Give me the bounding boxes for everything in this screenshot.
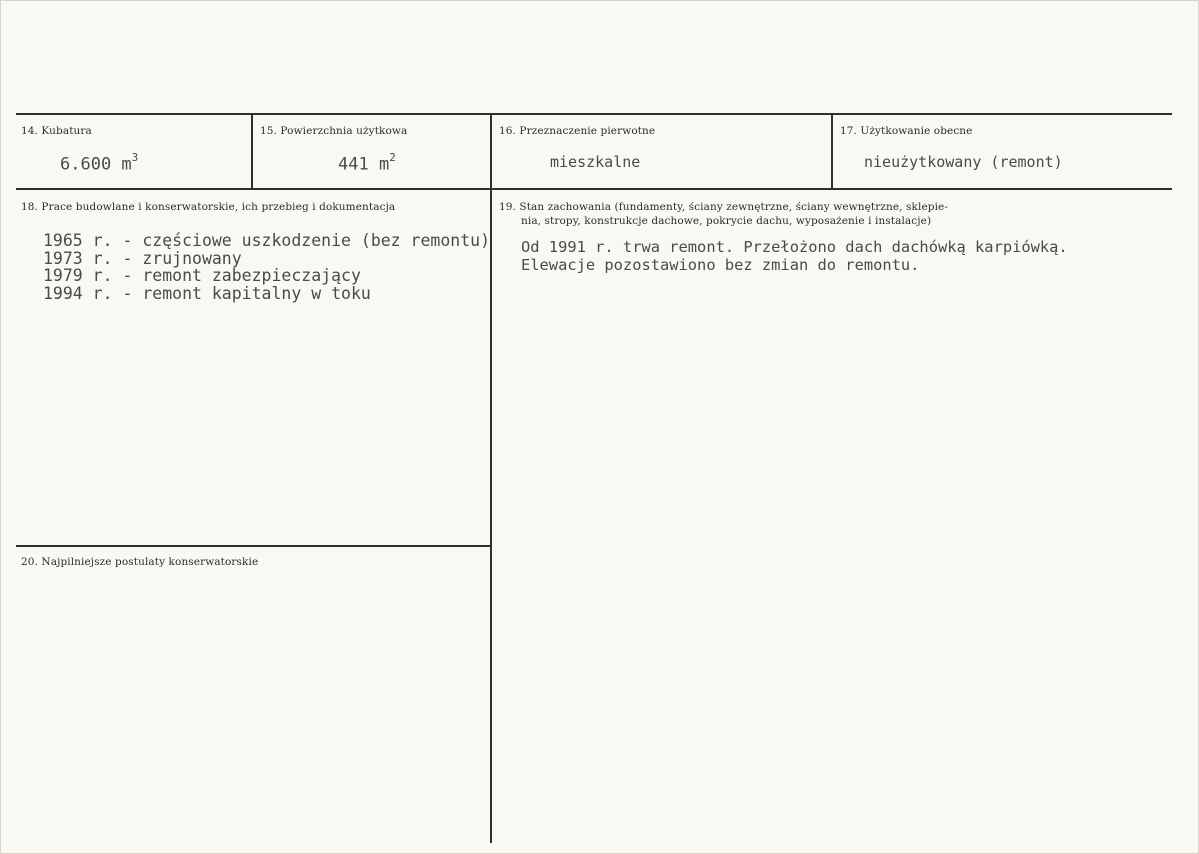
field-19-entries xyxy=(521,238,1068,274)
field-18-entry: 1979 r. - remont zabezpieczający xyxy=(43,266,361,285)
field-16-label: 16. Przeznaczenie pierwotne xyxy=(499,125,656,137)
col-divider-2 xyxy=(490,115,492,843)
col-divider-3 xyxy=(831,115,833,189)
field-18-label: 18. Prace budowlane i konserwatorskie, ich przebieg i dokumentacja xyxy=(21,201,396,213)
row-divider xyxy=(16,188,1172,190)
field-18-entry: 1994 r. - remont kapitalny w toku xyxy=(43,283,371,303)
field-19-line: Elewacje pozostawiono bez zmian do remontu. xyxy=(521,256,920,274)
field-18-entry: 1973 r. - zrujnowany xyxy=(43,248,242,268)
field-15-label: 15. Powierzchnia użytkowa xyxy=(260,125,408,137)
field-14-label: 14. Kubatura xyxy=(21,125,92,137)
field-15-value-text: 441 m xyxy=(338,154,390,175)
field-17-value: nieużytkowany (remont) xyxy=(864,153,1063,171)
field-14-exponent: 3 xyxy=(131,151,139,164)
field-18-entries xyxy=(43,232,490,302)
field-18-entry: 1965 r. - częściowe uszkodzenie (bez remontu) xyxy=(43,231,491,250)
field-19-label: 19. Stan zachowania (fundamenty, ściany zewnętrzne, ściany wewnętrzne, sklepie- xyxy=(499,201,949,213)
col-divider-1 xyxy=(251,115,253,189)
field-17-label: 17. Użytkowanie obecne xyxy=(840,125,973,137)
field-20-label: 20. Najpilniejsze postulaty konserwatorskie xyxy=(21,556,259,568)
field-14-value xyxy=(60,153,138,175)
field-19-line: Od 1991 r. trwa remont. Przełożono dach dachówką karpiówką. xyxy=(521,238,1068,256)
top-rule xyxy=(16,113,1172,115)
section-20-divider xyxy=(16,545,491,547)
field-19-label-continued: nia, stropy, konstrukcje dachowe, pokrycie dachu, wyposażenie i instalacje) xyxy=(521,215,932,227)
field-15-value xyxy=(338,153,396,175)
field-15-exponent: 2 xyxy=(389,151,396,164)
field-14-value-text: 6.600 m xyxy=(60,154,132,175)
field-16-value: mieszkalne xyxy=(550,153,641,171)
